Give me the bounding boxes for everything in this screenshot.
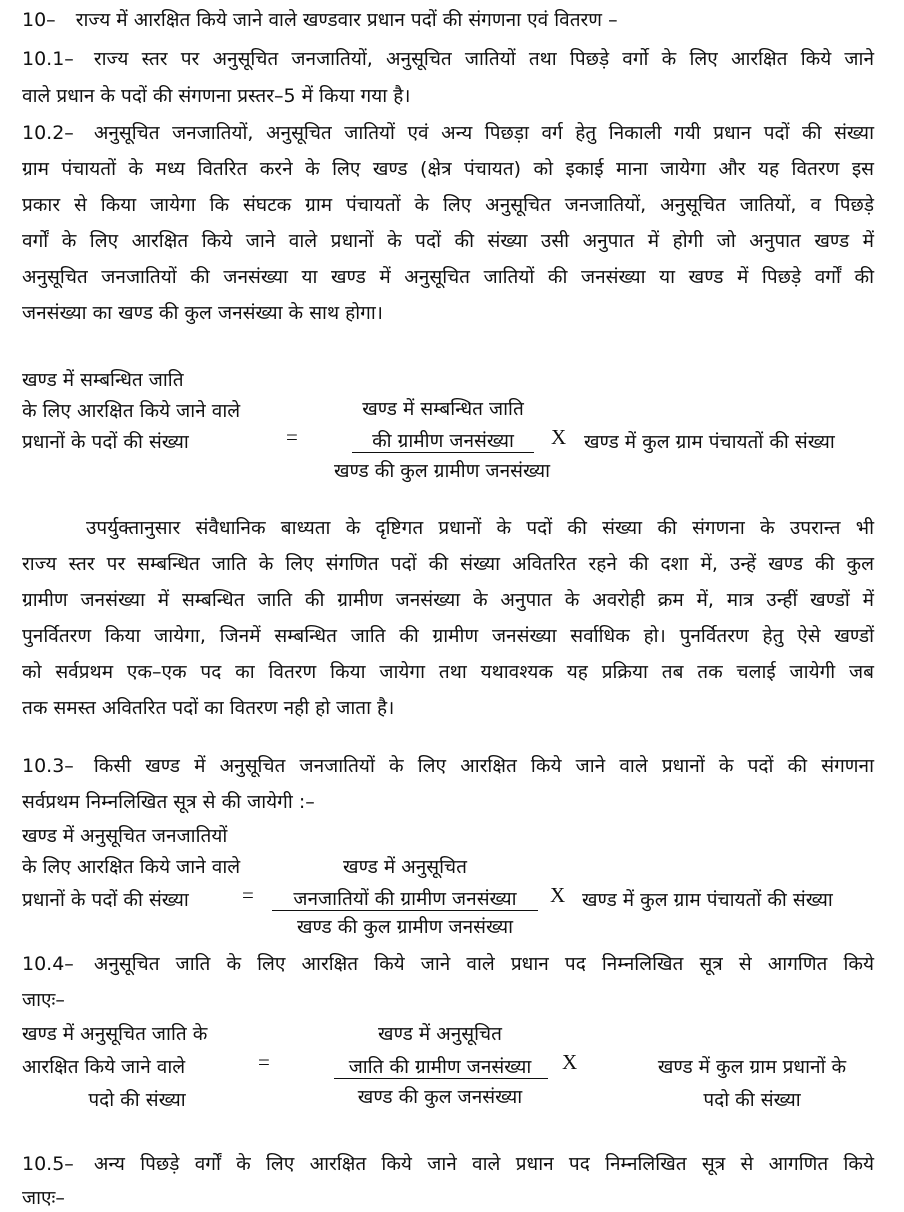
section-10-2-line-1 [22,119,874,145]
section-10-3-line-2: सर्वप्रथम निम्नलिखित सूत्र से की जायेगी :– [22,791,315,813]
section-number: 10.3– [22,755,74,777]
denominator: खण्ड की कुल ग्रामीण जनसंख्या [333,460,551,482]
section-number: 10.4– [22,953,74,975]
section-heading-text: राज्य में आरक्षित किये जाने वाले खण्डवार प्रधान पदों की संगणना एवं वितरण – [75,9,618,31]
numerator-line-1: खण्ड में अनुसूचित [378,1023,502,1045]
numerator-line-2: की ग्रामीण जनसंख्या [372,430,514,452]
formula-3-lhs-line-3: पदो की संख्या [88,1089,186,1111]
redistribution-line-1: उपर्युक्तानुसार संवैधानिक बाध्यता के दृष्टिगत प्रधानों के पदों की संख्या की संगणना के उपरान्त भी [86,517,874,539]
formula-1-lhs-line-3: प्रधानों के पदों की संख्या [22,431,189,453]
section-10-2-line-6: जनसंख्या का खण्ड की कुल जनसंख्या के साथ होगा। [22,302,383,324]
redistribution-line-3: ग्रामीण जनसंख्या में सम्बन्धित जाति की ग्रामीण जनसंख्या के अनुपात के अवरोही क्रम में, मात्र उन्हीं खण्डों में [22,589,874,611]
formula-1-lhs-line-1: खण्ड में सम्बन्धित जाति [22,369,184,391]
formula-2-rhs: खण्ड में कुल ग्राम पंचायतों की संख्या [582,889,833,911]
section-number: 10.1– [22,48,74,70]
numerator-line-1: खण्ड में अनुसूचित [343,856,467,878]
multiply-sign: X [562,1050,578,1074]
fraction-bar [272,910,538,911]
formula-1-rhs: खण्ड में कुल ग्राम पंचायतों की संख्या [584,431,835,453]
section-10-2-line-5: अनुसूचित जनजातियों की जनसंख्या या खण्ड में अनुसूचित जातियों की जनसंख्या या खण्ड में पिछड़े वर्गों की [22,266,874,288]
section-number: 10.5– [22,1153,74,1175]
section-10-5-line-2: जाएः– [22,1187,65,1209]
fraction-bar [352,452,534,453]
section-10-2-line-3: प्रकार से किया जायेगा कि संघटक ग्राम पंचायतों के लिए अनुसूचित जनजातियों, अनुसूचित जातियों, व पिछड़े [22,194,874,216]
equals-sign: = [242,883,254,907]
redistribution-line-2: राज्य स्तर पर सम्बन्धित जाति के लिए संगणित पदों की संख्या अवितरित रहने की दशा में, उन्हें खण्ड की कुल [22,553,875,575]
formula-1-lhs-line-2: के लिए आरक्षित किये जाने वाले [22,400,241,422]
numerator-line-2: जाति की ग्रामीण जनसंख्या [348,1056,532,1078]
formula-3-rhs-line-2: पदो की संख्या [703,1089,801,1111]
section-10-2-line-2: ग्राम पंचायतों के मध्य वितरित करने के लिए खण्ड (क्षेत्र पंचायत) को इकाई माना जायेगा और यह वितरण इस [22,158,874,180]
formula-2-lhs-line-2: के लिए आरक्षित किये जाने वाले [22,856,241,878]
formula-2-lhs-line-1: खण्ड में अनुसूचित जनजातियों [22,825,228,847]
section-10-heading [22,6,618,32]
section-10-1-line-1 [22,45,874,71]
denominator: खण्ड की कुल ग्रामीण जनसंख्या [296,916,514,938]
numerator-line-2: जनजातियों की ग्रामीण जनसंख्या [293,888,517,910]
section-10-4-line-1 [22,950,874,976]
section-number: 10.2– [22,122,74,144]
equals-sign: = [258,1050,270,1074]
multiply-sign: X [551,425,567,449]
formula-2-lhs-line-3: प्रधानों के पदों की संख्या [22,889,189,911]
paragraph-line: राज्य स्तर पर अनुसूचित जनजातियों, अनुसूचित जातियों तथा पिछड़े वर्गो के लिए आरक्षित किये जाने [93,48,874,70]
formula-3-lhs-line-2: आरक्षित किये जाने वाले [22,1056,186,1078]
paragraph-line: किसी खण्ड में अनुसूचित जनजातियों के लिए आरक्षित किये जाने वाले प्रधानों के पदों की संगणना [93,755,874,777]
redistribution-line-4: पुनर्वितरण किया जायेगा, जिनमें सम्बन्धित जाति की ग्रामीण जनसंख्या सर्वाधिक हो। पुनर्वितरण हेतु ऐसे खण्डों [22,625,874,647]
section-10-5-line-1 [22,1150,874,1176]
formula-3-rhs-line-1: खण्ड में कुल ग्राम प्रधानों के [657,1056,847,1078]
paragraph-line: अनुसूचित जनजातियों, अनुसूचित जातियों एवं अन्य पिछड़ा वर्ग हेतु निकाली गयी प्रधान पदों की संख्या [93,122,874,144]
redistribution-line-5: को सर्वप्रथम एक–एक पद का वितरण किया जायेगा तथा यथावश्यक यह प्रक्रिया तब तक चलाई जायेगी जब [22,661,874,683]
redistribution-line-6: तक समस्त अवितरित पदों का वितरण नही हो जाता है। [22,697,395,719]
equals-sign: = [286,425,298,449]
paragraph-line: अनुसूचित जाति के लिए आरक्षित किये जाने वाले प्रधान पद निम्नलिखित सूत्र से आगणित किये [93,953,874,975]
paragraph-line: अन्य पिछड़े वर्गों के लिए आरक्षित किये जाने वाले प्रधान पद निम्नलिखित सूत्र से आगणित किये [93,1153,874,1175]
multiply-sign: X [550,883,566,907]
formula-3-lhs-line-1: खण्ड में अनुसूचित जाति के [22,1023,208,1045]
fraction-bar [334,1078,548,1079]
section-10-2-line-4: वर्गों के लिए आरक्षित किये जाने वाले प्रधानों के पदों की संख्या उसी अनुपात में होगी जो अनुपात खण्ड में [22,230,874,252]
section-10-3-line-1 [22,752,874,778]
section-number: 10– [22,9,56,31]
section-10-1-line-2: वाले प्रधान के पदों की संगणना प्रस्तर–5 में किया गया है। [22,85,411,107]
denominator: खण्ड की कुल जनसंख्या [357,1086,523,1108]
section-10-4-line-2: जाएः– [22,989,65,1011]
numerator-line-1: खण्ड में सम्बन्धित जाति [362,398,524,420]
